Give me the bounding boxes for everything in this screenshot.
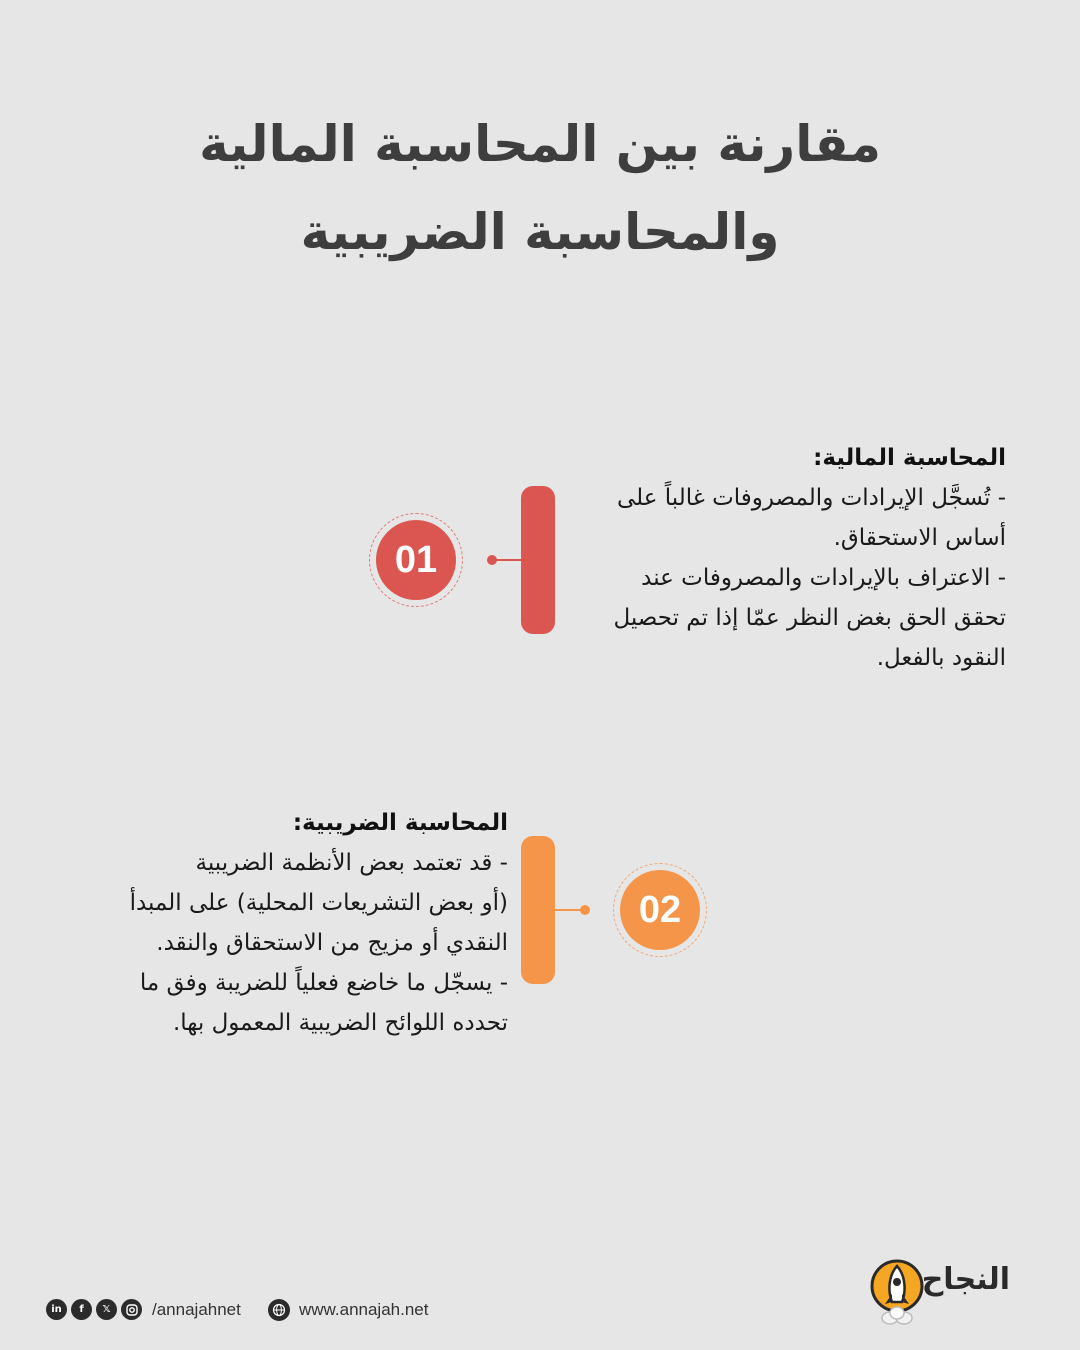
item-tax-accounting	[58, 803, 508, 1043]
item-line: تحدده اللوائح الضريبية المعمول بها.	[172, 1010, 508, 1036]
item-line: النقود بالفعل.	[876, 645, 1006, 671]
accent-bar	[521, 836, 555, 984]
item-line: - تُسجَّل الإيرادات والمصروفات غالباً على	[616, 485, 1006, 511]
social-handle[interactable]: /annajahnet	[152, 1300, 241, 1319]
item-line: - يسجّل ما خاضع فعلياً للضريبة وفق ما	[139, 970, 508, 996]
number-badge: 01	[376, 520, 456, 600]
item-line: تحقق الحق بغض النظر عمّا إذا تم تحصيل	[613, 605, 1006, 631]
facebook-icon[interactable]: f	[71, 1299, 92, 1320]
linkedin-icon[interactable]: in	[46, 1299, 67, 1320]
brand-name: النجاح	[921, 1262, 1010, 1297]
title-line-1: مقارنة بين المحاسبة المالية	[199, 115, 881, 173]
item-line: - الاعتراف بالإيرادات والمصروفات عند	[641, 565, 1006, 591]
globe-icon	[268, 1299, 290, 1321]
page-title	[0, 100, 1080, 276]
item-heading: المحاسبة الضريبية:	[292, 810, 508, 836]
website-link[interactable]: www.annajah.net	[299, 1300, 429, 1319]
item-heading: المحاسبة المالية:	[813, 445, 1006, 471]
item-line: أساس الاستحقاق.	[833, 525, 1006, 551]
rocket-logo-icon	[868, 1258, 926, 1330]
instagram-icon[interactable]	[121, 1299, 142, 1320]
item-line: النقدي أو مزيج من الاستحقاق والنقد.	[156, 930, 508, 956]
item-line: (أو بعض التشريعات المحلية) على المبدأ	[129, 890, 508, 916]
x-icon[interactable]: 𝕏	[96, 1299, 117, 1320]
item-line: - قد تعتمد بعض الأنظمة الضريبية	[195, 850, 508, 876]
connector-dot	[580, 905, 590, 915]
accent-bar	[521, 486, 555, 634]
connector-dot	[487, 555, 497, 565]
item-financial-accounting	[556, 438, 1006, 678]
title-line-2: والمحاسبة الضريبية	[300, 203, 780, 261]
social-links	[46, 1299, 142, 1320]
number-badge: 02	[620, 870, 700, 950]
